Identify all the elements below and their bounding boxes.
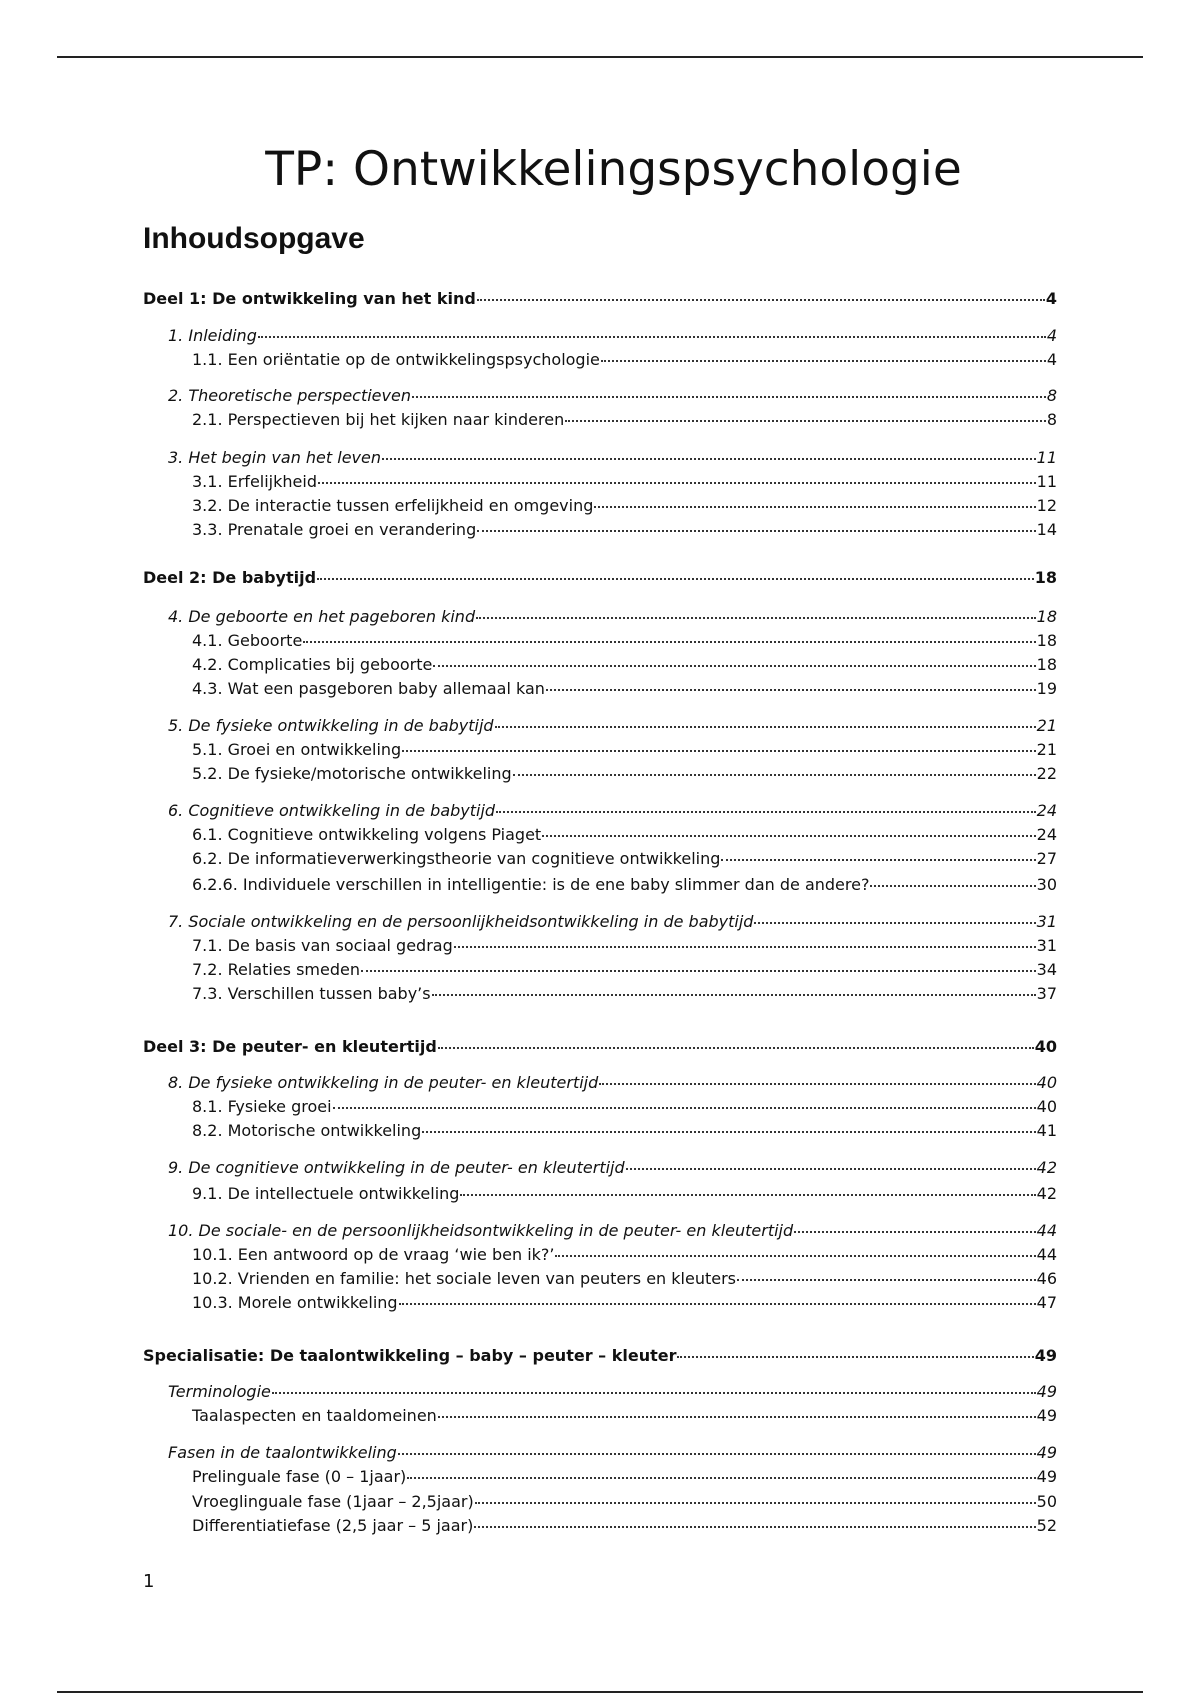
toc-entry-chapter[interactable] [168,1072,1057,1094]
toc-entry-section[interactable] [192,1491,1057,1513]
toc-entry-page: 46 [1036,1269,1057,1288]
toc-dot-leader [258,335,1046,338]
toc-entry-chapter[interactable] [168,1381,1057,1403]
toc-entry-label: Fasen in de taalontwikkeling [168,1443,397,1462]
toc-entry-section[interactable] [192,678,1057,700]
toc-entry-page: 4 [1045,289,1057,308]
toc-entry-page: 11 [1036,448,1057,467]
toc-entry-section[interactable] [192,1405,1057,1427]
toc-entry-label: 4.1. Geboorte [192,631,303,650]
toc-entry-label: 10. De sociale- en de persoonlijkheidsontwikkeling in de peuter- en kleutertijd [168,1221,794,1240]
toc-entry-label: 3.2. De interactie tussen erfelijkheid en omgeving [192,496,594,515]
toc-dot-leader [513,773,1036,776]
toc-dot-leader [438,1415,1036,1418]
toc-entry-section[interactable] [192,935,1057,957]
toc-entry-page: 40 [1036,1097,1057,1116]
toc-entry-page: 49 [1036,1467,1057,1486]
toc-dot-leader [399,1302,1036,1305]
toc-entry-section[interactable] [192,1244,1057,1266]
toc-entry-label: 7.3. Verschillen tussen baby’s [192,984,431,1003]
toc-entry-label: 5.2. De fysieke/motorische ontwikkeling [192,764,512,783]
toc-dot-leader [870,884,1035,887]
toc-dot-leader [546,688,1036,691]
page-number: 1 [143,1571,155,1592]
toc-entry-label: 6.1. Cognitieve ontwikkeling volgens Piaget [192,825,542,844]
toc-dot-leader [565,419,1046,422]
toc-entry-label: 6.2.6. Individuele verschillen in intelligentie: is de ene baby slimmer dan de andere? [192,875,870,894]
toc-entry-label: 7. Sociale ontwikkeling en de persoonlijkheidsontwikkeling in de babytijd [168,912,754,931]
toc-entry-label: Specialisatie: De taalontwikkeling – baby – peuter – kleuter [143,1346,677,1365]
toc-entry-chapter[interactable] [168,1157,1057,1179]
toc-entry-label: 6.2. De informatieverwerkingstheorie van cognitieve ontwikkeling [192,849,721,868]
toc-entry-label: Deel 1: De ontwikkeling van het kind [143,289,476,308]
toc-dot-leader [542,834,1035,837]
toc-dot-leader [303,640,1035,643]
toc-entry-page: 11 [1036,472,1057,491]
toc-dot-leader [272,1391,1036,1394]
toc-entry-section[interactable] [192,824,1057,846]
toc-entry-label: 10.2. Vrienden en familie: het sociale leven van peuters en kleuters [192,1269,736,1288]
toc-entry-page: 42 [1036,1158,1057,1177]
toc-dot-leader [737,1278,1036,1281]
toc-entry-section[interactable] [192,1292,1057,1314]
toc-dot-leader [407,1476,1035,1479]
footer-rule [57,1691,1143,1693]
toc-entry-chapter[interactable] [168,606,1057,628]
toc-entry-page: 8 [1046,410,1057,429]
toc-entry-section[interactable] [192,874,1057,896]
toc-dot-leader [475,1501,1036,1504]
toc-entry-label: Prelinguale fase (0 – 1jaar) [192,1467,407,1486]
toc-entry-section[interactable] [192,1466,1057,1488]
toc-entry-label: 8.1. Fysieke groei [192,1097,332,1116]
toc-entry-label: Terminologie [168,1382,271,1401]
toc-entry-label: Differentiatiefase (2,5 jaar – 5 jaar) [192,1516,474,1535]
toc-entry-label: 10.1. Een antwoord op de vraag ‘wie ben ik?’ [192,1245,555,1264]
toc-dot-leader [677,1355,1033,1358]
toc-dot-leader [438,1046,1034,1049]
toc-heading: Inhoudsopgave [143,222,365,255]
toc-entry-section[interactable] [192,983,1057,1005]
toc-entry-label: 2.1. Perspectieven bij het kijken naar kinderen [192,410,565,429]
document-title: TP: Ontwikkelingspsychologie [265,142,962,197]
toc-entry-label: 7.1. De basis van sociaal gedrag [192,936,453,955]
toc-entry-label: 8.2. Motorische ontwikkeling [192,1121,422,1140]
toc-entry-section[interactable] [192,519,1057,541]
toc-dot-leader [432,993,1036,996]
toc-entry-section[interactable] [192,654,1057,676]
toc-entry-page: 34 [1036,960,1057,979]
toc-entry-label: 10.3. Morele ontwikkeling [192,1293,398,1312]
toc-dot-leader [601,359,1046,362]
toc-entry-label: 3.3. Prenatale groei en verandering [192,520,477,539]
toc-entry-part[interactable] [143,1345,1057,1367]
toc-entry-part[interactable] [143,567,1057,589]
toc-entry-chapter[interactable] [168,911,1057,933]
toc-entry-page: 8 [1046,386,1057,405]
toc-entry-chapter[interactable] [168,715,1057,737]
toc-entry-page: 47 [1036,1293,1057,1312]
toc-entry-page: 14 [1036,520,1057,539]
toc-entry-label: Deel 3: De peuter- en kleutertijd [143,1037,437,1056]
toc-entry-page: 44 [1036,1245,1057,1264]
toc-dot-leader [476,616,1036,619]
toc-entry-page: 31 [1036,912,1057,931]
toc-dot-leader [412,395,1046,398]
toc-entry-page: 40 [1034,1037,1057,1056]
toc-entry-section[interactable] [192,349,1057,371]
toc-entry-page: 18 [1036,655,1057,674]
toc-entry-section[interactable] [192,1268,1057,1290]
toc-entry-page: 4 [1046,326,1057,345]
toc-entry-label: 1.1. Een oriëntatie op de ontwikkelingspsychologie [192,350,600,369]
toc-entry-chapter[interactable] [168,385,1057,407]
toc-entry-section[interactable] [192,739,1057,761]
toc-dot-leader [318,481,1036,484]
toc-entry-label: 9. De cognitieve ontwikkeling in de peuter- en kleutertijd [168,1158,625,1177]
toc-entry-label: 7.2. Relaties smeden [192,960,360,979]
toc-dot-leader [794,1230,1035,1233]
toc-entry-label: 2. Theoretische perspectieven [168,386,411,405]
toc-entry-label: 4. De geboorte en het pageboren kind [168,607,476,626]
toc-entry-page: 22 [1036,764,1057,783]
toc-entry-chapter[interactable] [168,447,1057,469]
toc-dot-leader [398,1452,1036,1455]
toc-dot-leader [402,749,1035,752]
toc-dot-leader [599,1082,1035,1085]
toc-entry-page: 40 [1036,1073,1057,1092]
toc-entry-page: 12 [1036,496,1057,515]
toc-entry-section[interactable] [192,409,1057,431]
toc-dot-leader [496,810,1036,813]
toc-dot-leader [474,1525,1035,1528]
toc-entry-section[interactable] [192,630,1057,652]
toc-entry-page: 19 [1036,679,1057,698]
toc-dot-leader [460,1193,1035,1196]
toc-entry-section[interactable] [192,471,1057,493]
toc-entry-page: 18 [1036,631,1057,650]
toc-entry-part[interactable] [143,288,1057,310]
toc-dot-leader [433,664,1035,667]
toc-entry-page: 4 [1046,350,1057,369]
toc-entry-section[interactable] [192,959,1057,981]
toc-entry-page: 18 [1036,607,1057,626]
toc-entry-page: 37 [1036,984,1057,1003]
toc-dot-leader [422,1130,1035,1133]
toc-dot-leader [626,1167,1036,1170]
toc-entry-section[interactable] [192,763,1057,785]
toc-entry-label: 5.1. Groei en ontwikkeling [192,740,402,759]
toc-dot-leader [361,969,1036,972]
toc-entry-page: 50 [1036,1492,1057,1511]
toc-entry-chapter[interactable] [168,1220,1057,1242]
toc-entry-label: Deel 2: De babytijd [143,568,317,587]
toc-entry-page: 24 [1036,801,1057,820]
toc-entry-label: 5. De fysieke ontwikkeling in de babytijd [168,716,494,735]
toc-entry-page: 52 [1036,1516,1057,1535]
toc-entry-page: 31 [1036,936,1057,955]
toc-entry-page: 30 [1036,875,1057,894]
toc-entry-page: 49 [1036,1382,1057,1401]
toc-entry-label: Taalaspecten en taaldomeinen [192,1406,437,1425]
toc-entry-section[interactable] [192,1120,1057,1142]
toc-entry-section[interactable] [192,495,1057,517]
toc-entry-part[interactable] [143,1036,1057,1058]
toc-dot-leader [594,505,1035,508]
toc-entry-section[interactable] [192,848,1057,870]
toc-entry-page: 27 [1036,849,1057,868]
toc-entry-page: 44 [1036,1221,1057,1240]
toc-dot-leader [721,858,1035,861]
toc-entry-chapter[interactable] [168,1442,1057,1464]
toc-entry-page: 49 [1036,1406,1057,1425]
toc-entry-label: Vroeglinguale fase (1jaar – 2,5jaar) [192,1492,474,1511]
toc-dot-leader [477,529,1035,532]
toc-entry-label: 9.1. De intellectuele ontwikkeling [192,1184,460,1203]
toc-entry-page: 42 [1036,1184,1057,1203]
toc-dot-leader [317,577,1034,580]
toc-entry-label: 3. Het begin van het leven [168,448,381,467]
toc-entry-page: 41 [1036,1121,1057,1140]
toc-entry-chapter[interactable] [168,325,1057,347]
toc-entry-chapter[interactable] [168,800,1057,822]
toc-entry-page: 24 [1036,825,1057,844]
toc-dot-leader [454,945,1036,948]
toc-entry-page: 49 [1034,1346,1057,1365]
toc-dot-leader [382,457,1036,460]
toc-entry-page: 18 [1034,568,1057,587]
toc-entry-label: 4.3. Wat een pasgeboren baby allemaal kan [192,679,545,698]
toc-entry-label: 4.2. Complicaties bij geboorte [192,655,433,674]
toc-entry-section[interactable] [192,1183,1057,1205]
toc-entry-page: 21 [1036,716,1057,735]
toc-entry-label: 8. De fysieke ontwikkeling in de peuter- en kleutertijd [168,1073,599,1092]
toc-entry-label: 3.1. Erfelijkheid [192,472,317,491]
toc-entry-page: 49 [1036,1443,1057,1462]
toc-dot-leader [555,1254,1035,1257]
toc-entry-label: 1. Inleiding [168,326,257,345]
toc-dot-leader [495,725,1036,728]
toc-entry-section[interactable] [192,1096,1057,1118]
toc-entry-section[interactable] [192,1515,1057,1537]
toc-dot-leader [333,1106,1036,1109]
toc-entry-page: 21 [1036,740,1057,759]
toc-dot-leader [477,298,1045,301]
toc-entry-label: 6. Cognitieve ontwikkeling in de babytijd [168,801,496,820]
toc-dot-leader [754,921,1035,924]
